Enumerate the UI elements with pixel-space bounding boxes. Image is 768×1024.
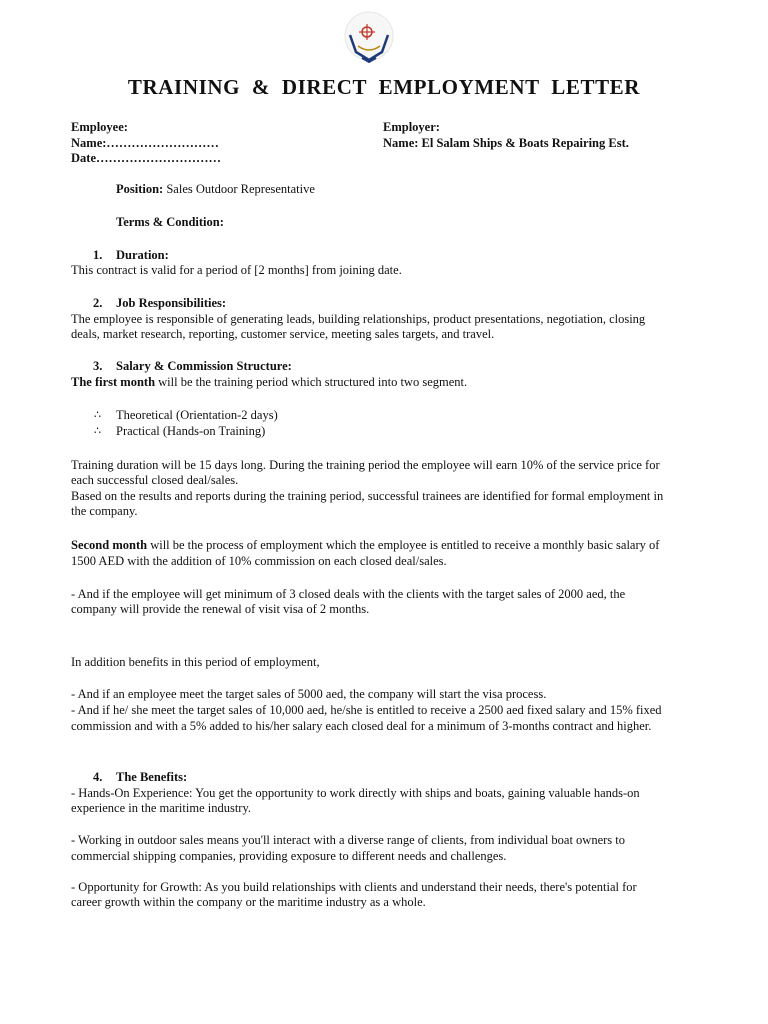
duration-text: This contract is valid for a period of [2 months] from joining date. xyxy=(71,263,402,277)
benefit-2-line-1: - Working in outdoor sales means you'll interact with a diverse range of clients, from individual boat owners to xyxy=(71,833,626,847)
target-line-3: commission and with a 5% added to his/her salary each closed deal for a minimum of 3-months contract and higher. xyxy=(71,719,652,733)
employee-name-field: Name:……………………… xyxy=(71,135,219,150)
target-line-1: - And if an employee meet the target sales of 5000 aed, the company will start the visa process. xyxy=(71,687,547,701)
responsibilities-line-2: deals, market research, reporting, customer service, meeting sales targets, and travel. xyxy=(71,327,495,341)
benefit-1-line-2: experience in the maritime industry. xyxy=(71,801,252,815)
terms-heading xyxy=(116,215,224,231)
employee-block xyxy=(71,120,221,167)
second-month-text: will be the process of employment which the employee is entitled to receive a monthly basic salary of xyxy=(147,538,660,552)
training-line-1: Training duration will be 15 days long. During the training period the employee will earn 10% of the service price for xyxy=(71,458,660,472)
duration-heading: Duration: xyxy=(116,248,169,262)
employer-heading: Employer: xyxy=(383,120,440,134)
second-month-label: Second month xyxy=(71,538,148,552)
additional-benefits-line: In addition benefits in this period of employment, xyxy=(71,655,320,669)
visa-line-1: - And if the employee will get minimum of 3 closed deals with the clients with the target sales of 2000 aed, the xyxy=(71,587,626,601)
bullet-symbol: ∴ xyxy=(94,425,101,437)
terms-heading-text: Terms & Condition: xyxy=(116,215,224,229)
section-number-4: 4. xyxy=(93,770,103,784)
responsibilities-heading: Job Responsibilities: xyxy=(116,296,227,310)
second-month-line-2: 1500 AED with the addition of 10% commission on each closed deal/sales. xyxy=(71,554,447,568)
benefit-3-line-1: - Opportunity for Growth: As you build relationships with clients and understand their needs, there's potential for xyxy=(71,880,637,894)
results-line-2: the company. xyxy=(71,504,138,518)
position-line xyxy=(116,182,315,198)
responsibilities-line-1: The employee is responsible of generating leads, building relationships, product presentations, negotiation, closing xyxy=(71,312,646,326)
benefit-2-line-2: commercial shipping companies, providing exposure to different needs and challenges. xyxy=(71,849,507,863)
benefits-heading: The Benefits: xyxy=(116,770,188,784)
section-number-3: 3. xyxy=(93,359,103,373)
section-number-2: 2. xyxy=(93,296,103,310)
training-line-2: each successful closed deal/sales. xyxy=(71,473,239,487)
bullet-item-theoretical: Theoretical (Orientation-2 days) xyxy=(116,408,278,422)
results-line-1: Based on the results and reports during the training period, successful trainees are identified for formal employment in xyxy=(71,489,664,503)
first-month-paragraph xyxy=(71,375,467,391)
first-month-text: will be the training period which structured into two segment. xyxy=(155,375,468,389)
benefit-1-line-1: - Hands-On Experience: You get the opportunity to work directly with ships and boats, gaining valuable hands-on xyxy=(71,786,640,800)
section-number-1: 1. xyxy=(93,248,103,262)
first-month-label: The first month xyxy=(71,375,156,389)
employee-date-field: Date………………………… xyxy=(71,151,221,165)
benefit-3-line-2: career growth within the company or the maritime industry as a whole. xyxy=(71,895,426,909)
salary-heading: Salary & Commission Structure: xyxy=(116,359,292,373)
employer-name: Name: El Salam Ships & Boats Repairing Est. xyxy=(383,135,629,150)
position-label: Position: xyxy=(116,182,164,196)
target-line-2: - And if he/ she meet the target sales of 10,000 aed, he/she is entitled to receive a 2500 aed fixed salary and 15% fixed xyxy=(71,703,662,717)
second-month-paragraph xyxy=(71,538,659,554)
bullet-symbol: ∴ xyxy=(94,409,101,421)
company-logo xyxy=(336,8,402,68)
position-value: Sales Outdoor Representative xyxy=(166,182,315,196)
bullet-item-practical: Practical (Hands-on Training) xyxy=(116,424,266,438)
employer-block xyxy=(383,120,629,151)
document-title: TRAINING & DIRECT EMPLOYMENT LETTER xyxy=(127,75,641,99)
visa-line-2: company will provide the renewal of visit visa of 2 months. xyxy=(71,602,370,616)
employee-heading: Employee: xyxy=(71,120,128,134)
